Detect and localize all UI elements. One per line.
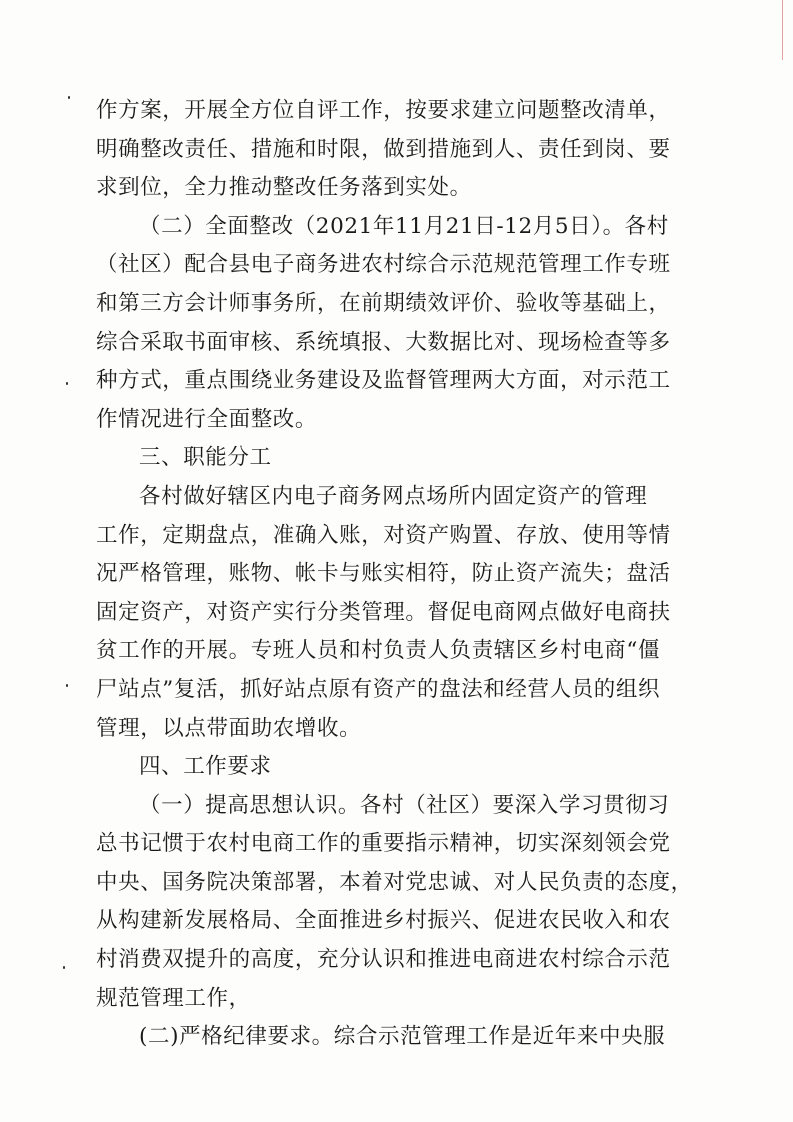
scan-speck [66,382,68,385]
scan-edge-mark [782,0,783,60]
scan-speck [68,96,70,99]
scan-speck [63,966,65,969]
text-line: 作方案，开展全方位自评工作，按要求建立问题整改清单， [96,98,671,123]
paragraph-start-line: 各村做好辖区内电子商务网点场所内固定资产的管理 [139,483,648,509]
scan-speck [66,684,68,687]
text-line: 贫工作的开展。专班人员和村负责人负责辖区乡村电商“僵 [96,638,661,664]
text-line: （社区）配合县电子商务进农村综合示范规范管理工作专班 [96,252,671,278]
text-line: 和第三方会计师事务所，在前期绩效评价、验收等基础上， [96,290,671,316]
text-line: 综合采取书面审核、系统填报、大数据比对、现场检查等多 [96,329,671,355]
section-intro-line: （二）全面整改（2021年11月21日-12月5日）。各村 [139,213,669,239]
text-line: 尸站点”复活，抓好站点原有资产的盘法和经营人员的组织 [96,676,661,702]
text-line: 固定资产，对资产实行分类管理。督促电商网点做好电商扶 [96,599,671,625]
section-heading: 四、工作要求 [139,754,272,780]
paragraph-start-line: （一）提高思想认识。各村（社区）要深入学习贯彻习 [139,792,670,818]
text-line: 村消费双提升的高度，充分认识和推进电商进农村综合示范 [96,947,671,973]
text-line: 总书记惯于农村电商工作的重要指示精神，切实深刻领会党 [96,831,671,857]
text-line: 中央、国务院决策部署，本着对党忠诚、对人民负责的态度， [96,869,693,895]
text-line: 从构建新发展格局、全面推进乡村振兴、促进农民收入和农 [96,908,671,934]
text-line: 规范管理工作， [96,985,251,1011]
text-line: 工作，定期盘点，准确入账，对资产购置、存放、使用等情 [96,522,671,548]
paragraph-start-line: (二)严格纪律要求。综合示范管理工作是近年来中央服 [139,1024,666,1050]
text-line: 种方式，重点围绕业务建设及监督管理两大方面，对示范工 [96,368,671,394]
text-line: 求到位，全力推动整改任务落到实处。 [96,175,472,201]
text-line: 况严格管理，账物、帐卡与账实相符，防止资产流失；盘活 [96,561,671,587]
document-body [96,92,693,1057]
text-line: 作情况进行全面整改。 [96,406,318,432]
section-heading: 三、职能分工 [139,445,272,471]
text-line: 管理，以点带面助农增收。 [96,715,362,741]
text-line: 明确整改责任、措施和时限，做到措施到人、责任到岗、要 [96,136,671,162]
